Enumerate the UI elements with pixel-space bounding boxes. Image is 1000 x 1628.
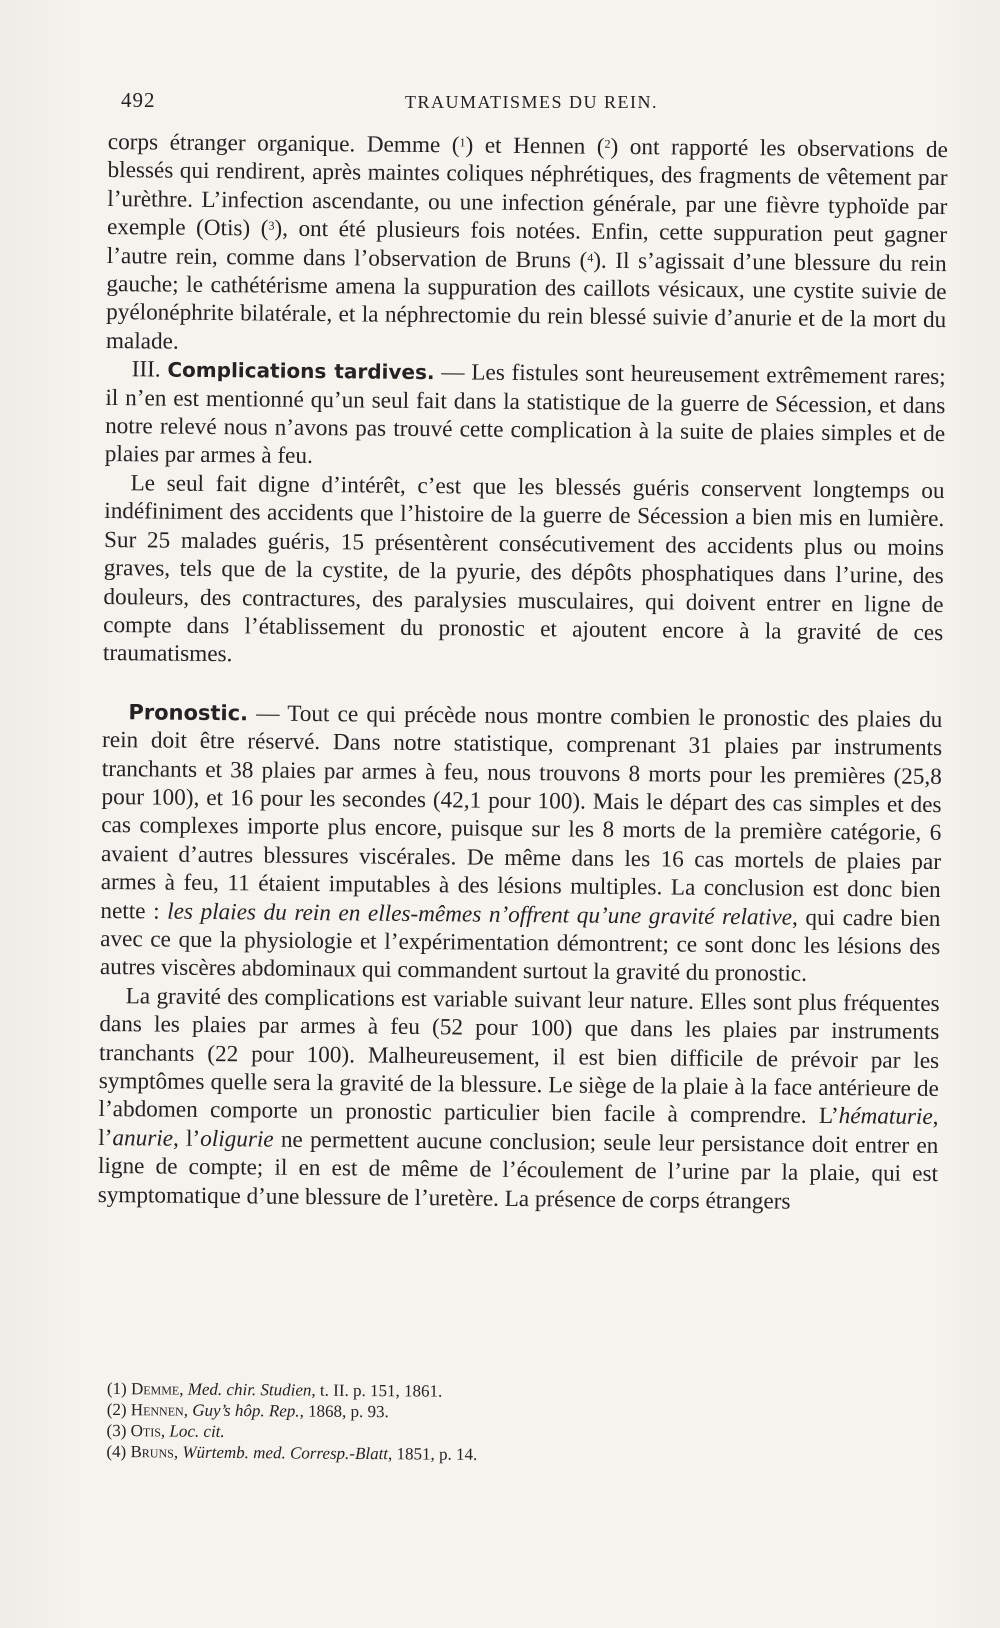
footnote-detail: , 1851, p. 14. (387, 1444, 478, 1464)
footnote-ref: 1 (459, 135, 466, 150)
emphasis-text: hématurie (838, 1103, 933, 1131)
emphasis-text: les plaies du rein en elles-mêmes n’offrent qu’une gravité relative (167, 898, 793, 931)
text-run: La gravité des complications est variable suivant leur nature. Elles sont plus fréquentes dans les plaies par armes à feu (52 pour 100) que dans les plaies par instruments tranchants (22 pour 100). Malheureusement, il est bien difficile de prévoir par les symptômes quelle sera la gravité de la blessure. Le siège de la plaie à la face antérieure de l’abdomen comporte un pronostic particulier bien facile à comprendre. L’ (98, 982, 940, 1130)
footnote-ref: 4 (587, 250, 594, 265)
footnote-author: Demme (130, 1379, 180, 1399)
footnote-detail: , 1868, p. 93. (299, 1401, 389, 1422)
footnote: (1) Demme, Med. chir. Studien, t. II. p. 151, 1861. (106, 1379, 443, 1401)
page-header (115, 88, 945, 118)
text-run: , qui cadre bien avec ce que la physiologie et l’expérimentation démontrent; ce sont donc les lésions des autres viscères abdominaux qui commandent surtout la gravité du pronostic. (99, 904, 941, 988)
text-run: — Tout ce qui précède nous montre combien le pronostic des plaies du rein doit être réservé. Dans notre statistique, comprenant 31 plaies par instruments tranchants et 38 plaies par armes à feu, nous trouvons 8 morts pour les premières (25,8 pour 100), et 16 pour les secondes (42,1 pour 100). Mais le départ des cas simples et des cas complexes importe plus encore, puisque sur les 8 morts de la première catégorie, 6 avaient d’autres blessures viscérales. De même dans les 16 cas mortels de plaies par armes à feu, 11 étaient imputables à des lésions multiples. La conclusion est donc bien nette : (100, 700, 943, 925)
footnote-detail: , t. II. p. 151, 1861. (311, 1380, 443, 1401)
emphasis-text: anurie (112, 1124, 174, 1152)
section-heading: Complications tardives. (167, 357, 435, 385)
footnote-author: Bruns (130, 1442, 174, 1462)
page-number: 492 (121, 88, 156, 112)
text-run: ) et Hennen ( (465, 132, 605, 160)
footnotes (106, 1378, 867, 1468)
footnote-mark: (1) (106, 1379, 127, 1399)
text-run: , l’ (98, 1104, 939, 1151)
text-run: — Les fistules sont heureusement extrêmement rares; il n’en est mentionné qu’un seul fait dans la statistique de la guerre de Sécession, et dans notre relevé nous n’avons pas trouvé cette complication à la suite de plaies simples et de plaies par armes à feu. (104, 359, 946, 470)
paragraph-pronostic (100, 698, 943, 990)
paragraph-complications-tardives (105, 355, 946, 477)
text-run: , l’ (172, 1125, 201, 1152)
footnote-title: Guy’s hôp. Rep. (192, 1400, 300, 1421)
footnote-title: Würtemb. med. Corresp.-Blatt (182, 1442, 389, 1464)
text-run: ne permettent aucune conclusion; seule leur persistance doit entrer en ligne de compte; il en est de même de l’écoulement de l’urine par la plaie, qui est symptomatique d’une blessure de l’uretère. La présence de corps étrangers (97, 1126, 939, 1215)
footnote-author: Otis (130, 1421, 162, 1441)
footnote-mark: (4) (106, 1441, 127, 1462)
text-run: ), ont été plusieurs fois notées. Enfin, cette suppuration peut gagner l’autre rein, comme dans l’observation de Bruns ( (106, 215, 948, 274)
footnote-author: Hennen (130, 1400, 184, 1420)
footnote: (3) Otis, Loc. cit. (106, 1420, 225, 1441)
footnote-title: Loc. cit. (169, 1421, 225, 1441)
section-heading: Pronostic. (128, 699, 249, 726)
footnote: (2) Hennen, Guy’s hôp. Rep., 1868, p. 93. (106, 1399, 389, 1422)
paragraph-suppuration (106, 128, 948, 363)
footnote: (4) Bruns, Würtemb. med. Corresp.-Blatt, 1851, p. 14. (106, 1441, 478, 1464)
footnote-ref: 3 (268, 218, 275, 233)
body-text (98, 128, 948, 1217)
footnote-mark: (2) (106, 1399, 127, 1420)
paragraph-gravite (98, 982, 940, 1217)
footnote-title: Med. chir. Studien (187, 1379, 312, 1400)
text-run: ). Il s’agissait d’une blessure du rein gauche; le cathétérisme amena la suppuration des caillots vésicaux, une cystite suivie de pyélonéphrite bilatérale, et la néphrectomie du rein blessé suivie d’anurie et de la mort du malade. (105, 247, 947, 355)
emphasis-text: oligurie (200, 1125, 274, 1153)
paragraph-interet: Le seul fait digne d’intérêt, c’est que les blessés guéris conservent longtemps ou indéfiniment des accidents que l’histoire de la guerre de Sécession a bien mis en lumière. Sur 25 malades guéris, 15 présentèrent consécutivement des accidents plus ou moins graves, tels que de la cystite, de la pyurie, des dépôts phosphatiques dans l’urine, des douleurs, des contractures, des paralysies musculaires, qui doivent entrer en ligne de compte dans l’établissement du pronostic et ajoutent encore à la gravité de ces traumatismes. (102, 470, 945, 668)
text-run: ) ont rapporté les observations de blessés qui rendirent, après maintes coliques néphrétiques, des fragments de vêtement par l’urèthre. L’infection ascendante, ou une infection générale, par une fièvre typhoïde par exemple (Otis) ( (106, 133, 948, 242)
section-number: III. (131, 356, 161, 383)
running-head: TRAUMATISMES DU REIN. (405, 92, 659, 112)
footnote-ref: 2 (604, 136, 611, 151)
footnote-mark: (3) (106, 1420, 127, 1441)
text-run: corps étranger organique. Demme ( (107, 128, 460, 159)
